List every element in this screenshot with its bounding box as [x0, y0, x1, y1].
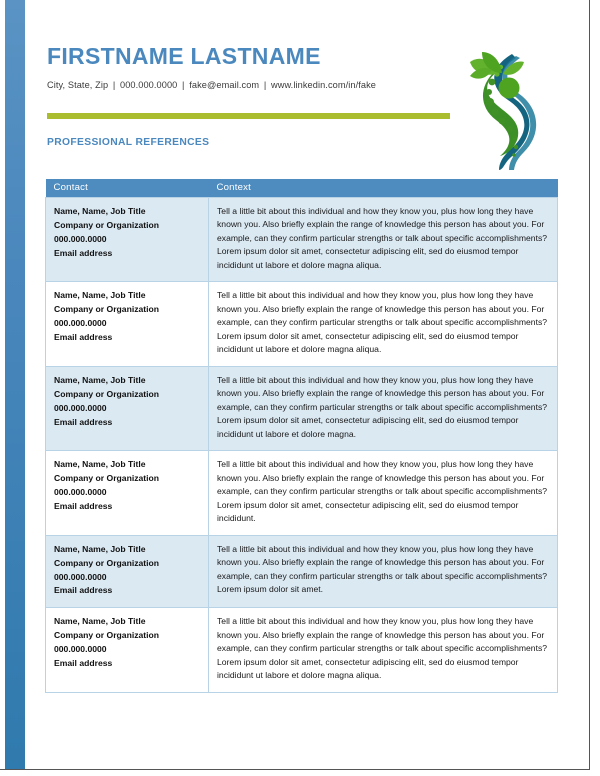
- dna-spine-leaf-icon: [468, 52, 546, 172]
- table-row: [46, 366, 558, 450]
- reference-context-cell: Tell a little bit about this individual and how they know you, plus how long they have known you. Also briefly explain the range of knowledge this person has about you. For example, can they confirm particular strengths or talk about specific accomplishments? Lorem ipsum dolor sit amet, consectetur adipiscing elit, sed do eiusmod tempor incididunt ut labore et dolore magna aliqua.: [209, 282, 558, 366]
- table-header-row: [46, 179, 558, 198]
- reference-email: Email address: [54, 501, 113, 512]
- table-row: [46, 282, 558, 366]
- column-header-context: Context: [209, 179, 558, 198]
- contact-separator-1: |: [112, 80, 116, 91]
- table-row: [46, 198, 558, 282]
- reference-contact-cell: [46, 451, 209, 535]
- reference-phone: 000.000.0000: [54, 644, 107, 655]
- reference-contact-cell: [46, 282, 209, 366]
- table-header: [46, 179, 558, 198]
- reference-phone: 000.000.0000: [54, 233, 107, 244]
- reference-email: Email address: [54, 658, 113, 669]
- reference-phone: 000.000.0000: [54, 487, 107, 498]
- reference-contact-cell: [46, 366, 209, 450]
- reference-company: Company or Organization: [54, 557, 160, 568]
- reference-phone: 000.000.0000: [54, 402, 107, 413]
- reference-context-cell: Tell a little bit about this individual and how they know you, plus how long they have known you. Also briefly explain the range of knowledge this person has about you. For example, can they confirm particular strengths or talk about specific accomplishments? Lorem ipsum dolor sit amet, consectetur adipiscing elit, sed do eiusmod tempor incididunt ut labore et dolore magna aliqua.: [209, 608, 558, 692]
- reference-contact-cell: [46, 198, 209, 282]
- left-accent-bar: [5, 0, 25, 770]
- reference-company: Company or Organization: [54, 388, 160, 399]
- reference-name-job-title: Name, Name, Job Title: [54, 543, 146, 554]
- reference-email: Email address: [54, 332, 113, 343]
- reference-company: Company or Organization: [54, 473, 160, 484]
- professional-references-table: [45, 179, 558, 693]
- page-title: FIRSTNAME LASTNAME: [47, 43, 321, 69]
- reference-phone: 000.000.0000: [54, 571, 107, 582]
- contact-email[interactable]: fake@email.com: [189, 80, 260, 91]
- reference-context-cell: Tell a little bit about this individual and how they know you, plus how long they have known you. Also briefly explain the range of knowledge this person has about you. For example, can they confirm particular strengths or talk about specific accomplishments? Lorem ipsum dolor sit amet, consectetur adipiscing elit, sed do eiusmod tempor incididunt.: [209, 451, 558, 535]
- reference-context-cell: Tell a little bit about this individual and how they know you, plus how long they have known you. Also briefly explain the range of knowledge this person has about you. For example, can they confirm particular strengths or talk about specific accomplishments? Lorem ipsum dolor sit amet.: [209, 535, 558, 608]
- reference-name-job-title: Name, Name, Job Title: [54, 290, 146, 301]
- reference-contact-cell: [46, 608, 209, 692]
- reference-email: Email address: [54, 585, 113, 596]
- reference-email: Email address: [54, 416, 113, 427]
- reference-name-job-title: Name, Name, Job Title: [54, 374, 146, 385]
- reference-name-job-title: Name, Name, Job Title: [54, 459, 146, 470]
- reference-contact-cell: [46, 535, 209, 608]
- reference-context-cell: Tell a little bit about this individual and how they know you, plus how long they have known you. Also briefly explain the range of knowledge this person has about you. For example, can they confirm particular strengths or talk about specific accomplishments? Lorem ipsum dolor sit amet, consectetur adipiscing elit, sed do eiusmod tempor incididunt ut labore et dolore magna.: [209, 366, 558, 450]
- reference-context-cell: Tell a little bit about this individual and how they know you, plus how long they have known you. Also briefly explain the range of knowledge this person has about you. For example, can they confirm particular strengths or talk about specific accomplishments? Lorem ipsum dolor sit amet, consectetur adipiscing elit, sed do eiusmod tempor incididunt ut labore et dolore magna aliqua.: [209, 198, 558, 282]
- reference-email: Email address: [54, 247, 113, 258]
- reference-company: Company or Organization: [54, 304, 160, 315]
- table-row: [46, 451, 558, 535]
- table-row: [46, 535, 558, 608]
- reference-phone: 000.000.0000: [54, 318, 107, 329]
- column-header-contact: Contact: [46, 179, 209, 198]
- reference-name-job-title: Name, Name, Job Title: [54, 206, 146, 216]
- section-heading-professional-references: PROFESSIONAL REFERENCES: [47, 137, 210, 148]
- table-body: [46, 198, 558, 693]
- contact-linkedin[interactable]: www.linkedin.com/in/fake: [270, 80, 377, 91]
- contact-phone: 000.000.0000: [119, 80, 178, 91]
- reference-company: Company or Organization: [54, 630, 160, 641]
- reference-company: Company or Organization: [54, 219, 160, 230]
- contact-location: City, State, Zip: [47, 80, 109, 91]
- reference-name-job-title: Name, Name, Job Title: [54, 616, 146, 627]
- contact-separator-3: |: [263, 80, 267, 91]
- table-row: [46, 608, 558, 692]
- green-divider-rule: [47, 113, 450, 119]
- contact-separator-2: |: [182, 80, 185, 91]
